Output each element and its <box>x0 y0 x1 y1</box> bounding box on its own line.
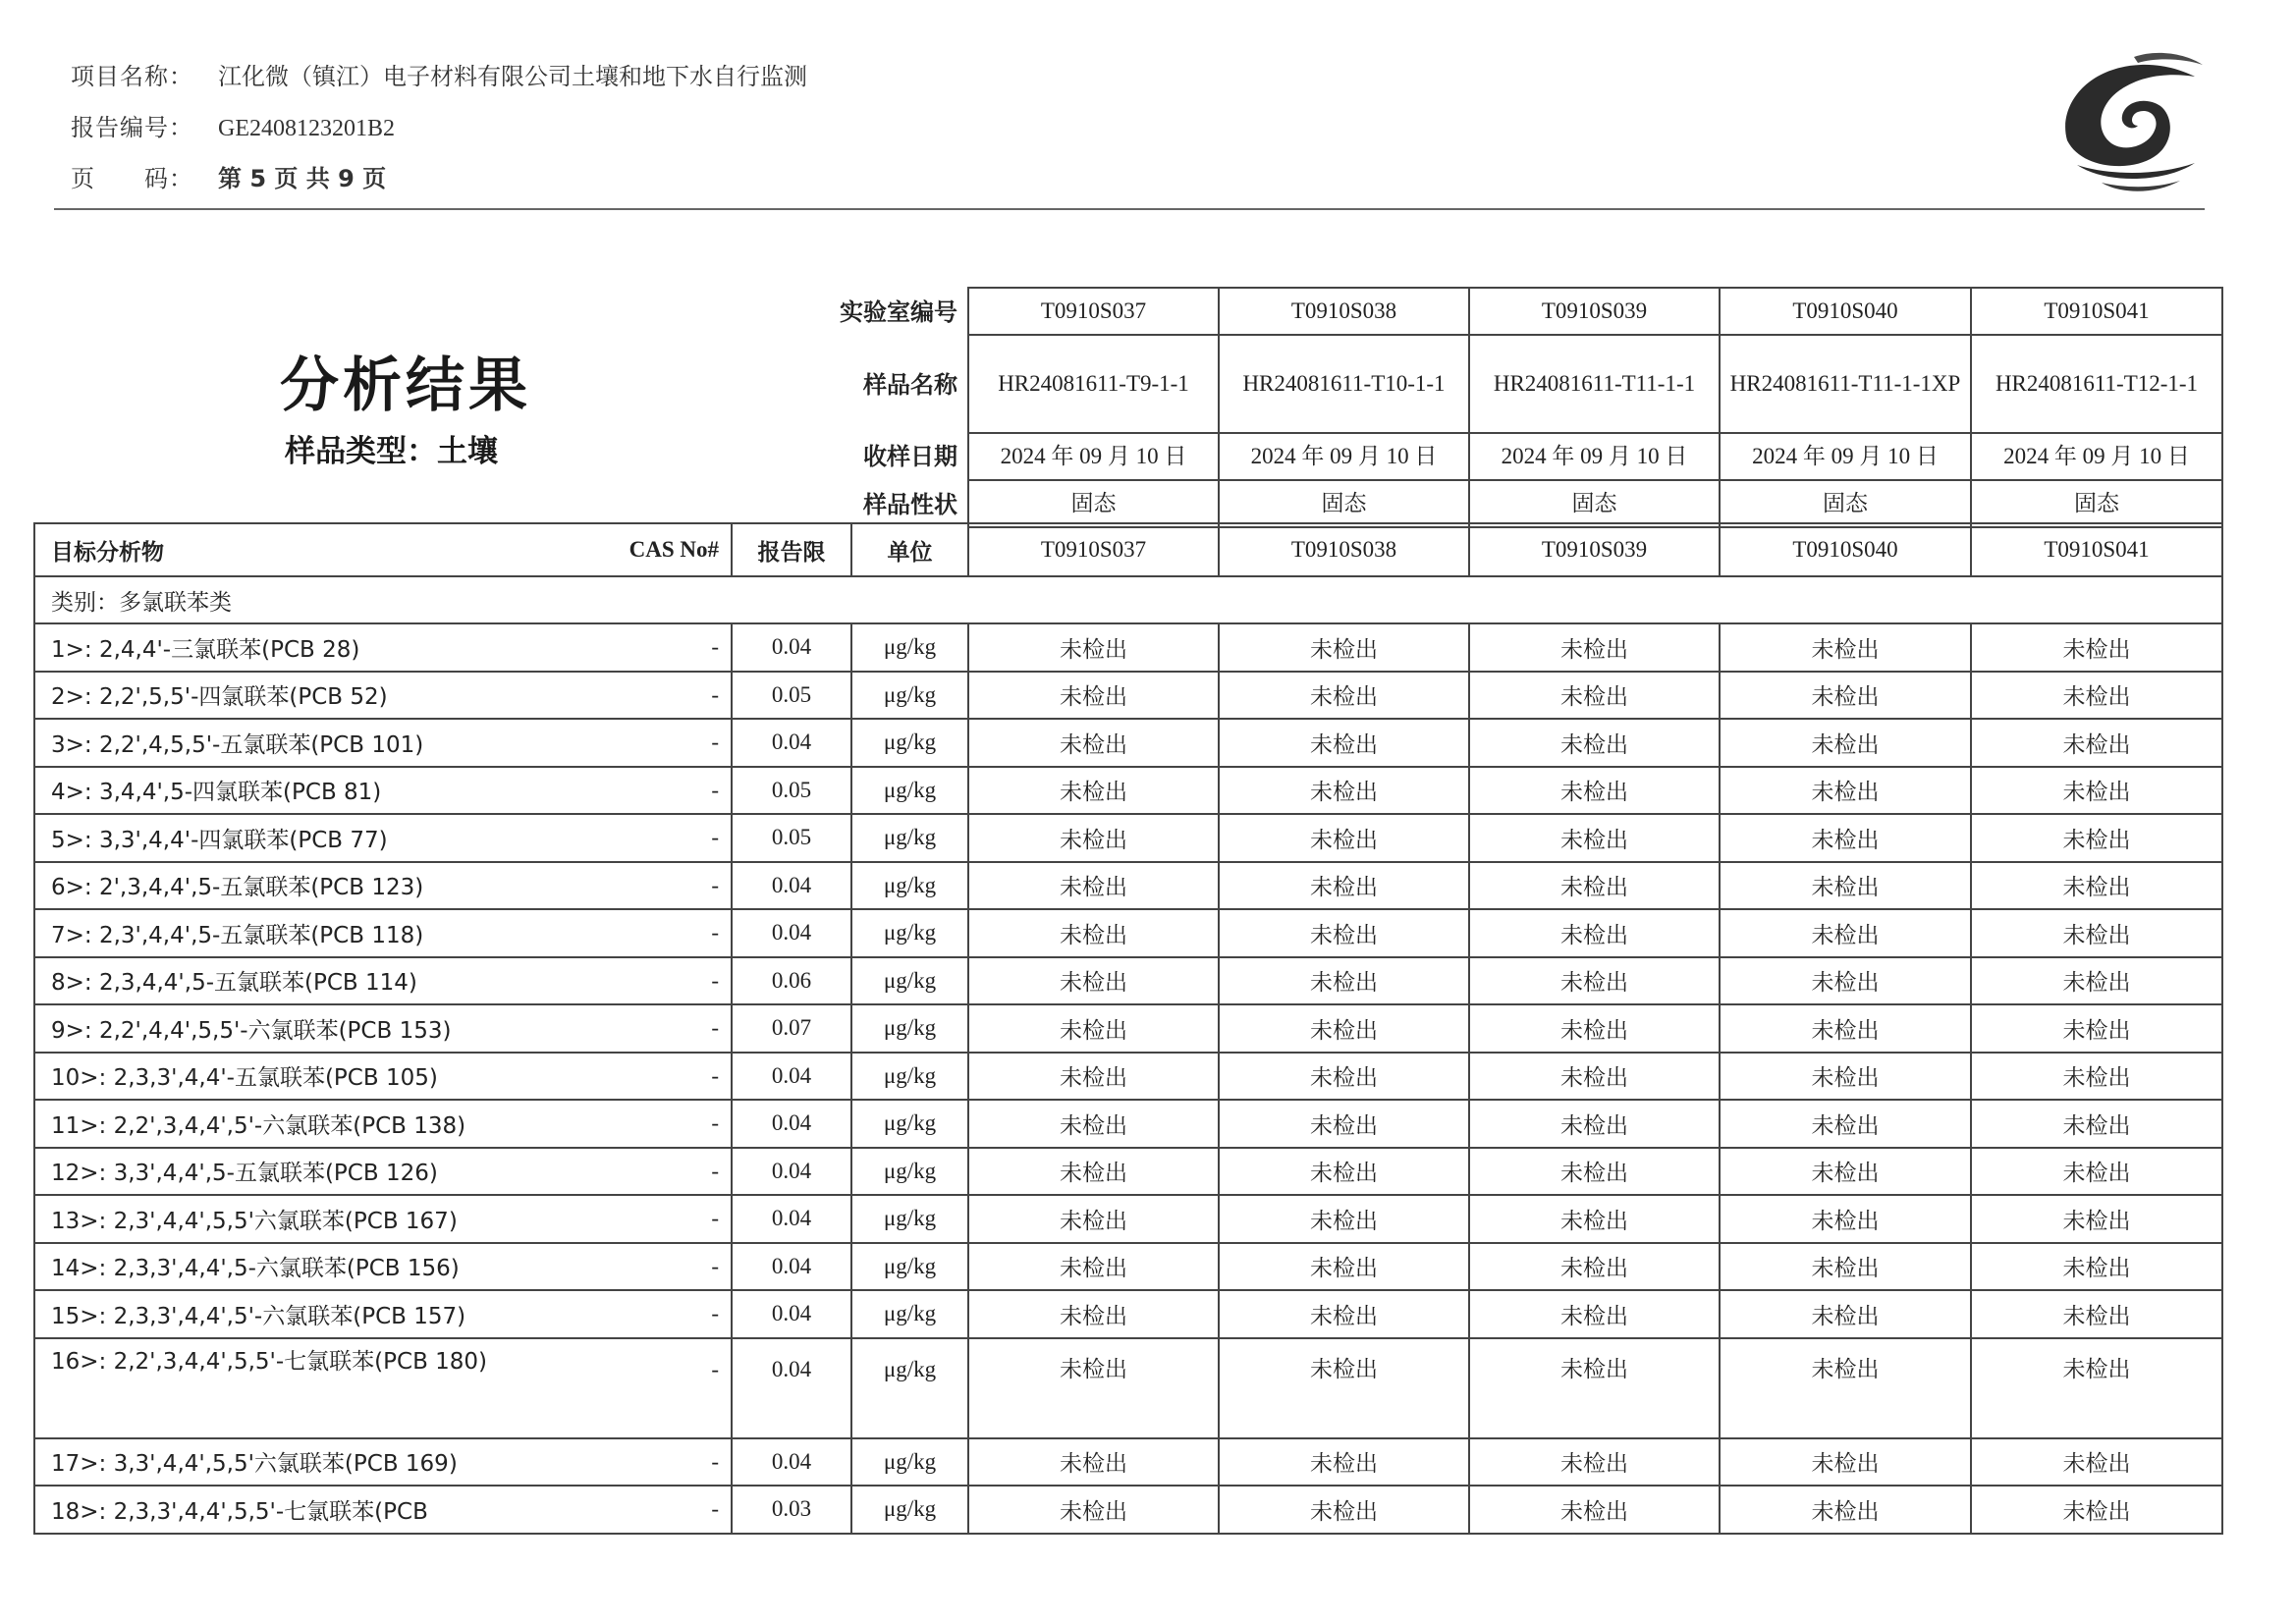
analyte-name: 1>: 2,4,4'-三氯联苯(PCB 28) <box>34 623 604 672</box>
sample-type: 样品类型：土壤 <box>285 434 498 469</box>
analyte-name: 2>: 2,2',5,5'-四氯联苯(PCB 52) <box>34 672 604 720</box>
unit-cell: μg/kg <box>851 957 968 1005</box>
analyte-name: 5>: 3,3',4,4'-四氯联苯(PCB 77) <box>34 814 604 862</box>
analyte-name: 7>: 2,3',4,4',5-五氯联苯(PCB 118) <box>34 909 604 957</box>
unit-cell: μg/kg <box>851 672 968 720</box>
report-limit: 0.04 <box>732 1148 851 1196</box>
result-cell: 未检出 <box>1469 767 1720 815</box>
table-row <box>34 909 2222 957</box>
result-cell: 未检出 <box>1720 719 1971 767</box>
result-cell: 未检出 <box>1720 672 1971 720</box>
result-cell: 未检出 <box>1720 1148 1971 1196</box>
analyte-name: 17>: 3,3',4,4',5,5'六氯联苯(PCB 169) <box>34 1438 604 1487</box>
result-cell: 未检出 <box>1219 672 1469 720</box>
unit-cell: μg/kg <box>851 1243 968 1291</box>
report-limit: 0.06 <box>732 957 851 1005</box>
cas-number: - <box>604 1100 732 1148</box>
result-cell: 未检出 <box>1469 1004 1720 1053</box>
sample-date-cell: 2024 年 09 月 10 日 <box>968 433 1219 480</box>
cas-number: - <box>604 909 732 957</box>
table-row <box>34 767 2222 815</box>
result-cell: 未检出 <box>1219 909 1469 957</box>
result-cell: 未检出 <box>1219 1100 1469 1148</box>
result-cell: 未检出 <box>1469 719 1720 767</box>
analyte-name: 15>: 2,3,3',4,4',5'-六氯联苯(PCB 157) <box>34 1290 604 1338</box>
analyte-name: 13>: 2,3',4,4',5,5'六氯联苯(PCB 167) <box>34 1195 604 1243</box>
result-cell: 未检出 <box>1469 672 1720 720</box>
sample-state-row <box>968 480 2222 527</box>
report-label: 报告编号： <box>71 114 193 141</box>
project-label: 项目名称： <box>71 63 193 90</box>
lab-id-label: 实验室编号 <box>840 298 957 326</box>
result-cell: 未检出 <box>1971 1148 2222 1196</box>
analyte-name: 18>: 2,3,3',4,4',5,5'-七氯联苯(PCB <box>34 1486 604 1534</box>
result-cell: 未检出 <box>968 1053 1219 1101</box>
project-value: 江化微（镇江）电子材料有限公司土壤和地下水自行监测 <box>218 63 807 90</box>
sample-state-cell: 固态 <box>1219 480 1469 527</box>
report-limit: 0.04 <box>732 862 851 910</box>
cas-number: - <box>604 672 732 720</box>
cas-number: - <box>604 1338 732 1438</box>
result-cell: 未检出 <box>968 1438 1219 1487</box>
report-limit: 0.04 <box>732 1195 851 1243</box>
result-cell: 未检出 <box>1469 1338 1720 1438</box>
result-cell: 未检出 <box>1219 1290 1469 1338</box>
unit-cell: μg/kg <box>851 862 968 910</box>
lab-id-cell: T0910S038 <box>1219 288 1469 335</box>
result-cell: 未检出 <box>1219 1438 1469 1487</box>
result-cell: 未检出 <box>1469 909 1720 957</box>
sample-name-label: 样品名称 <box>863 371 957 399</box>
report-limit: 0.05 <box>732 814 851 862</box>
result-cell: 未检出 <box>1720 1486 1971 1534</box>
table-row <box>34 1148 2222 1196</box>
lab-id-header: T0910S038 <box>1219 523 1469 576</box>
sample-state-cell: 固态 <box>1720 480 1971 527</box>
sample-name-row <box>968 335 2222 433</box>
result-cell: 未检出 <box>1219 767 1469 815</box>
table-row <box>34 1338 2222 1438</box>
report-limit: 0.04 <box>732 1338 851 1438</box>
lab-id-cell: T0910S040 <box>1720 288 1971 335</box>
result-cell: 未检出 <box>1720 1195 1971 1243</box>
report-limit: 0.04 <box>732 909 851 957</box>
table-row <box>34 1290 2222 1338</box>
result-cell: 未检出 <box>1720 1438 1971 1487</box>
unit-cell: μg/kg <box>851 1290 968 1338</box>
table-row <box>34 1486 2222 1534</box>
result-cell: 未检出 <box>1469 1438 1720 1487</box>
lab-id-row <box>968 288 2222 335</box>
category-row <box>34 576 2222 623</box>
sample-state-cell: 固态 <box>968 480 1219 527</box>
page-label: 页 码： <box>71 165 193 192</box>
sample-date-row <box>968 433 2222 480</box>
unit-cell: μg/kg <box>851 719 968 767</box>
lab-id-header: T0910S039 <box>1469 523 1720 576</box>
lab-id-cell: T0910S041 <box>1971 288 2222 335</box>
result-cell: 未检出 <box>1469 1053 1720 1101</box>
sample-date-label: 收样日期 <box>863 443 957 470</box>
result-cell: 未检出 <box>1219 814 1469 862</box>
result-cell: 未检出 <box>1971 623 2222 672</box>
cas-header <box>604 523 732 576</box>
result-cell: 未检出 <box>968 909 1219 957</box>
analyte-name: 12>: 3,3',4,4',5-五氯联苯(PCB 126) <box>34 1148 604 1196</box>
result-cell: 未检出 <box>1971 1100 2222 1148</box>
result-cell: 未检出 <box>968 767 1219 815</box>
sample-name-cell: HR24081611-T11-1-1 <box>1469 335 1720 433</box>
unit-cell: μg/kg <box>851 814 968 862</box>
sample-name-cell: HR24081611-T11-1-1XP <box>1720 335 1971 433</box>
unit-cell: μg/kg <box>851 1004 968 1053</box>
header-divider <box>54 208 2205 210</box>
table-row <box>34 1053 2222 1101</box>
cas-number: - <box>604 862 732 910</box>
cas-number: - <box>604 719 732 767</box>
result-cell: 未检出 <box>1469 1290 1720 1338</box>
cas-number: - <box>604 814 732 862</box>
table-row <box>34 1195 2222 1243</box>
result-cell: 未检出 <box>1971 1486 2222 1534</box>
result-cell: 未检出 <box>968 1290 1219 1338</box>
page-title: 分析结果 <box>280 351 531 420</box>
header-page <box>71 159 386 193</box>
result-cell: 未检出 <box>1219 957 1469 1005</box>
unit-cell: μg/kg <box>851 767 968 815</box>
cas-number: - <box>604 957 732 1005</box>
lab-id-header: T0910S040 <box>1720 523 1971 576</box>
table-row <box>34 814 2222 862</box>
result-cell: 未检出 <box>968 1148 1219 1196</box>
lab-id-header: T0910S037 <box>968 523 1219 576</box>
cas-number: - <box>604 1004 732 1053</box>
unit-cell: μg/kg <box>851 1338 968 1438</box>
result-cell: 未检出 <box>1720 1290 1971 1338</box>
limit-header: 报告限 <box>732 523 851 576</box>
result-cell: 未检出 <box>968 1243 1219 1291</box>
report-number: GE2408123201B2 <box>218 116 395 141</box>
analyte-name: 9>: 2,2',4,4',5,5'-六氯联苯(PCB 153) <box>34 1004 604 1053</box>
lab-id-cell: T0910S039 <box>1469 288 1720 335</box>
result-cell: 未检出 <box>1971 672 2222 720</box>
unit-cell: μg/kg <box>851 1486 968 1534</box>
table-row <box>34 1243 2222 1291</box>
unit-header: 单位 <box>851 523 968 576</box>
result-cell: 未检出 <box>1971 909 2222 957</box>
table-row <box>34 1004 2222 1053</box>
result-cell: 未检出 <box>1219 1243 1469 1291</box>
result-cell: 未检出 <box>1469 957 1720 1005</box>
analyte-name: 8>: 2,3,4,4',5-五氯联苯(PCB 114) <box>34 957 604 1005</box>
result-cell: 未检出 <box>1971 1438 2222 1487</box>
table-row <box>34 957 2222 1005</box>
analyte-header: 目标分析物 <box>34 523 604 576</box>
cas-number: - <box>604 1195 732 1243</box>
cas-number: - <box>604 623 732 672</box>
result-cell: 未检出 <box>1720 623 1971 672</box>
result-cell: 未检出 <box>1971 1243 2222 1291</box>
result-cell: 未检出 <box>968 1100 1219 1148</box>
result-cell: 未检出 <box>1469 1195 1720 1243</box>
result-cell: 未检出 <box>1720 1004 1971 1053</box>
company-logo <box>2048 47 2210 194</box>
result-cell: 未检出 <box>1720 1100 1971 1148</box>
results-table <box>33 522 2223 1535</box>
result-cell: 未检出 <box>1720 1053 1971 1101</box>
sample-name-cell: HR24081611-T9-1-1 <box>968 335 1219 433</box>
sample-state-cell: 固态 <box>1469 480 1720 527</box>
result-cell: 未检出 <box>1720 1243 1971 1291</box>
result-cell: 未检出 <box>1219 623 1469 672</box>
result-cell: 未检出 <box>968 672 1219 720</box>
sample-date-cell: 2024 年 09 月 10 日 <box>1720 433 1971 480</box>
result-cell: 未检出 <box>1469 623 1720 672</box>
sample-date-cell: 2024 年 09 月 10 日 <box>1971 433 2222 480</box>
report-limit: 0.05 <box>732 767 851 815</box>
analyte-name: 4>: 3,4,4',5-四氯联苯(PCB 81) <box>34 767 604 815</box>
sample-info-table <box>967 287 2223 528</box>
result-cell: 未检出 <box>1971 814 2222 862</box>
result-cell: 未检出 <box>1720 814 1971 862</box>
result-cell: 未检出 <box>1469 814 1720 862</box>
result-cell: 未检出 <box>1720 767 1971 815</box>
result-cell: 未检出 <box>1219 1053 1469 1101</box>
unit-cell: μg/kg <box>851 1148 968 1196</box>
result-cell: 未检出 <box>1469 862 1720 910</box>
analyte-name: 3>: 2,2',4,5,5'-五氯联苯(PCB 101) <box>34 719 604 767</box>
result-cell: 未检出 <box>1219 719 1469 767</box>
analyte-name: 14>: 2,3,3',4,4',5-六氯联苯(PCB 156) <box>34 1243 604 1291</box>
sample-name-cell: HR24081611-T10-1-1 <box>1219 335 1469 433</box>
analyte-name: 16>: 2,2',3,4,4',5,5'-七氯联苯(PCB 180) <box>34 1338 604 1438</box>
lab-id-header: T0910S041 <box>1971 523 2222 576</box>
sample-name-cell: HR24081611-T12-1-1 <box>1971 335 2222 433</box>
report-limit: 0.07 <box>732 1004 851 1053</box>
result-cell: 未检出 <box>968 1004 1219 1053</box>
result-cell: 未检出 <box>1971 1053 2222 1101</box>
cas-number: - <box>604 1053 732 1101</box>
table-row <box>34 1438 2222 1487</box>
result-cell: 未检出 <box>1720 957 1971 1005</box>
table-row <box>34 623 2222 672</box>
result-cell: 未检出 <box>968 862 1219 910</box>
table-row <box>34 672 2222 720</box>
result-cell: 未检出 <box>1469 1243 1720 1291</box>
report-limit: 0.05 <box>732 672 851 720</box>
page-value: 第 5 页 共 9 页 <box>218 165 387 192</box>
analyte-name: 10>: 2,3,3',4,4'-五氯联苯(PCB 105) <box>34 1053 604 1101</box>
report-limit: 0.04 <box>732 719 851 767</box>
table-header-row <box>34 523 2222 576</box>
result-cell: 未检出 <box>968 1338 1219 1438</box>
result-cell: 未检出 <box>1219 1148 1469 1196</box>
result-cell: 未检出 <box>968 719 1219 767</box>
sample-date-cell: 2024 年 09 月 10 日 <box>1219 433 1469 480</box>
report-limit: 0.03 <box>732 1486 851 1534</box>
cas-header-label: CAS No# <box>629 537 719 562</box>
header-project <box>71 57 807 91</box>
unit-cell: μg/kg <box>851 1100 968 1148</box>
category-label: 类别：多氯联苯类 <box>34 576 2222 623</box>
result-cell: 未检出 <box>1219 1195 1469 1243</box>
result-cell: 未检出 <box>1971 957 2222 1005</box>
cas-number: - <box>604 1486 732 1534</box>
unit-cell: μg/kg <box>851 1438 968 1487</box>
result-cell: 未检出 <box>1720 862 1971 910</box>
sample-state-cell: 固态 <box>1971 480 2222 527</box>
unit-cell: μg/kg <box>851 623 968 672</box>
result-cell: 未检出 <box>1971 767 2222 815</box>
result-cell: 未检出 <box>1720 1338 1971 1438</box>
table-row <box>34 1100 2222 1148</box>
unit-cell: μg/kg <box>851 1053 968 1101</box>
result-cell: 未检出 <box>1219 1486 1469 1534</box>
result-cell: 未检出 <box>968 957 1219 1005</box>
report-limit: 0.04 <box>732 1100 851 1148</box>
table-row <box>34 862 2222 910</box>
cas-number: - <box>604 1290 732 1338</box>
analyte-name: 11>: 2,2',3,4,4',5'-六氯联苯(PCB 138) <box>34 1100 604 1148</box>
cas-number: - <box>604 1148 732 1196</box>
unit-cell: μg/kg <box>851 1195 968 1243</box>
result-cell: 未检出 <box>1469 1148 1720 1196</box>
result-cell: 未检出 <box>1469 1486 1720 1534</box>
result-cell: 未检出 <box>968 1486 1219 1534</box>
cas-number: - <box>604 1438 732 1487</box>
result-cell: 未检出 <box>1971 1338 2222 1438</box>
analyte-name: 6>: 2',3,4,4',5-五氯联苯(PCB 123) <box>34 862 604 910</box>
result-cell: 未检出 <box>1971 862 2222 910</box>
result-cell: 未检出 <box>1971 1290 2222 1338</box>
lab-id-cell: T0910S037 <box>968 288 1219 335</box>
report-limit: 0.04 <box>732 1053 851 1101</box>
result-cell: 未检出 <box>1720 909 1971 957</box>
report-limit: 0.04 <box>732 1438 851 1487</box>
result-cell: 未检出 <box>1219 1338 1469 1438</box>
report-limit: 0.04 <box>732 1243 851 1291</box>
sample-state-label: 样品性状 <box>863 491 957 518</box>
result-cell: 未检出 <box>1219 862 1469 910</box>
result-cell: 未检出 <box>1971 1195 2222 1243</box>
result-cell: 未检出 <box>968 814 1219 862</box>
result-cell: 未检出 <box>1219 1004 1469 1053</box>
cas-number: - <box>604 1243 732 1291</box>
result-cell: 未检出 <box>968 623 1219 672</box>
sample-date-cell: 2024 年 09 月 10 日 <box>1469 433 1720 480</box>
report-limit: 0.04 <box>732 623 851 672</box>
result-cell: 未检出 <box>1971 1004 2222 1053</box>
report-limit: 0.04 <box>732 1290 851 1338</box>
unit-cell: μg/kg <box>851 909 968 957</box>
table-row <box>34 719 2222 767</box>
header-report <box>71 108 395 142</box>
cas-number: - <box>604 767 732 815</box>
result-cell: 未检出 <box>968 1195 1219 1243</box>
result-cell: 未检出 <box>1971 719 2222 767</box>
result-cell: 未检出 <box>1469 1100 1720 1148</box>
